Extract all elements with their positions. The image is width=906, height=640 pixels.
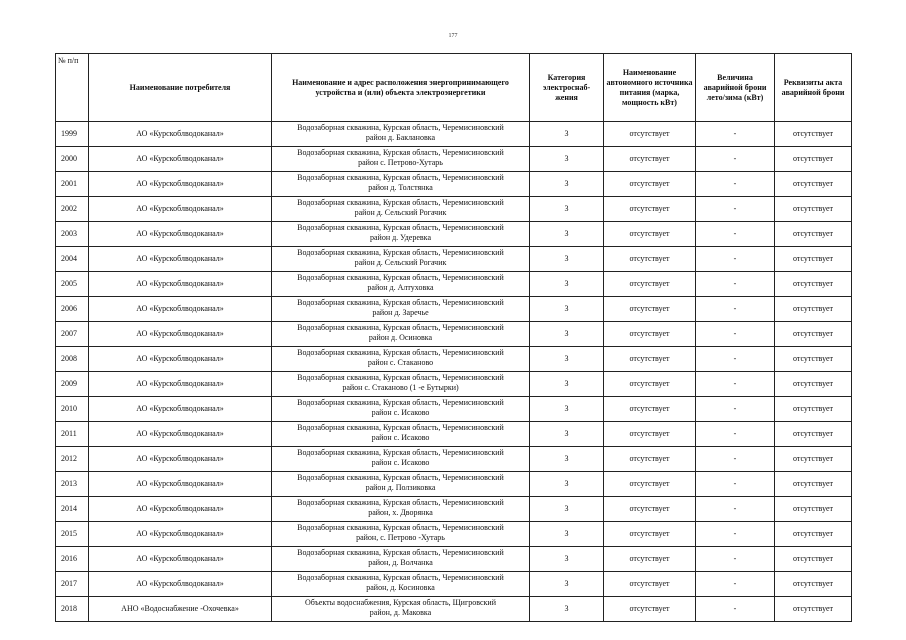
power-source-cell: отсутствует [604, 222, 696, 247]
address-cell [272, 272, 530, 297]
header-row [56, 54, 852, 122]
power-source-cell: отсутствует [604, 572, 696, 597]
address-line-2: район д. Толстянка [368, 182, 433, 192]
consumer-cell: АО «Курскоблводоканал» [89, 472, 272, 497]
registry-table [55, 53, 852, 622]
address-line-1: Водозаборная скважина, Курская область, Черемисиновский [297, 148, 504, 157]
category-cell: 3 [530, 122, 604, 147]
category-cell: 3 [530, 547, 604, 572]
power-source-cell: отсутствует [604, 522, 696, 547]
address-line-2: район с. Стаканово (1 -е Бутырки) [342, 382, 459, 392]
row-number: 2006 [56, 297, 89, 322]
consumer-cell: АО «Курскоблводоканал» [89, 172, 272, 197]
category-cell: 3 [530, 472, 604, 497]
power-source-cell: отсутствует [604, 122, 696, 147]
address-line-1: Водозаборная скважина, Курская область, Черемисиновский [297, 323, 504, 332]
category-cell: 3 [530, 172, 604, 197]
power-source-cell: отсутствует [604, 547, 696, 572]
row-number: 1999 [56, 122, 89, 147]
address-line-2: район д. Ползиковка [365, 482, 436, 492]
act-cell: отсутствует [775, 197, 852, 222]
address-line-1: Водозаборная скважина, Курская область, Черемисиновский [297, 223, 504, 232]
consumer-cell: АО «Курскоблводоканал» [89, 547, 272, 572]
category-cell: 3 [530, 347, 604, 372]
reserve-cell: - [696, 397, 775, 422]
category-cell: 3 [530, 597, 604, 622]
address-line-1: Водозаборная скважина, Курская область, Черемисиновский [297, 273, 504, 282]
address-line-1: Водозаборная скважина, Курская область, Черемисиновский [297, 548, 504, 557]
category-cell: 3 [530, 322, 604, 347]
address-line-2: район, с. Петрово -Хутарь [356, 532, 445, 542]
header-consumer: Наименование потребителя [89, 54, 272, 122]
address-line-1: Водозаборная скважина, Курская область, Черемисиновский [297, 398, 504, 407]
category-cell: 3 [530, 522, 604, 547]
address-cell [272, 472, 530, 497]
reserve-cell: - [696, 572, 775, 597]
address-cell [272, 122, 530, 147]
address-line-2: район, д. Косиновка [366, 582, 435, 592]
header-act: Реквизиты акта аварийной брони [775, 54, 852, 122]
power-source-cell: отсутствует [604, 597, 696, 622]
address-cell [272, 172, 530, 197]
category-cell: 3 [530, 447, 604, 472]
act-cell: отсутствует [775, 322, 852, 347]
table-row [56, 122, 852, 147]
act-cell: отсутствует [775, 347, 852, 372]
power-source-cell: отсутствует [604, 497, 696, 522]
address-line-1: Водозаборная скважина, Курская область, Черемисиновский [297, 348, 504, 357]
address-line-2: район д. Алтуховка [367, 282, 434, 292]
table-row [56, 222, 852, 247]
table-row [56, 247, 852, 272]
consumer-cell: АО «Курскоблводоканал» [89, 522, 272, 547]
reserve-cell: - [696, 472, 775, 497]
row-number: 2017 [56, 572, 89, 597]
address-line-2: район с. Стаканово [367, 357, 434, 367]
power-source-cell: отсутствует [604, 372, 696, 397]
address-line-1: Водозаборная скважина, Курская область, Черемисиновский [297, 423, 504, 432]
address-line-1: Водозаборная скважина, Курская область, Черемисиновский [297, 373, 504, 382]
table-row [56, 572, 852, 597]
row-number: 2003 [56, 222, 89, 247]
address-line-2: район с. Исаково [371, 457, 430, 467]
table-row [56, 372, 852, 397]
row-number: 2000 [56, 147, 89, 172]
consumer-cell: АО «Курскоблводоканал» [89, 422, 272, 447]
act-cell: отсутствует [775, 247, 852, 272]
category-cell: 3 [530, 397, 604, 422]
table-row [56, 147, 852, 172]
power-source-cell: отсутствует [604, 322, 696, 347]
category-cell: 3 [530, 222, 604, 247]
consumer-cell: АНО «Водоснабжение -Охочевка» [89, 597, 272, 622]
consumer-cell: АО «Курскоблводоканал» [89, 272, 272, 297]
address-cell [272, 372, 530, 397]
address-line-2: район, х. Дворянка [368, 507, 433, 517]
table-row [56, 547, 852, 572]
address-line-1: Объекты водоснабжения, Курская область, Щигровский [305, 598, 496, 607]
address-line-1: Водозаборная скважина, Курская область, Черемисиновский [297, 198, 504, 207]
act-cell: отсутствует [775, 372, 852, 397]
address-line-1: Водозаборная скважина, Курская область, Черемисиновский [297, 298, 504, 307]
category-cell: 3 [530, 372, 604, 397]
consumer-cell: АО «Курскоблводоканал» [89, 397, 272, 422]
consumer-cell: АО «Курскоблводоканал» [89, 497, 272, 522]
table-row [56, 172, 852, 197]
table-row [56, 297, 852, 322]
power-source-cell: отсутствует [604, 147, 696, 172]
reserve-cell: - [696, 597, 775, 622]
address-line-1: Водозаборная скважина, Курская область, Черемисиновский [297, 473, 504, 482]
address-cell [272, 397, 530, 422]
consumer-cell: АО «Курскоблводоканал» [89, 297, 272, 322]
header-address: Наименование и адрес расположения энергопринимающего устройства и (или) объекта электроэнергетики [272, 54, 530, 122]
consumer-cell: АО «Курскоблводоканал» [89, 572, 272, 597]
row-number: 2004 [56, 247, 89, 272]
consumer-cell: АО «Курскоблводоканал» [89, 447, 272, 472]
power-source-cell: отсутствует [604, 447, 696, 472]
reserve-cell: - [696, 447, 775, 472]
reserve-cell: - [696, 422, 775, 447]
act-cell: отсутствует [775, 297, 852, 322]
consumer-cell: АО «Курскоблводоканал» [89, 347, 272, 372]
act-cell: отсутствует [775, 472, 852, 497]
reserve-cell: - [696, 322, 775, 347]
consumer-cell: АО «Курскоблводоканал» [89, 122, 272, 147]
row-number: 2014 [56, 497, 89, 522]
table-row [56, 597, 852, 622]
power-source-cell: отсутствует [604, 397, 696, 422]
address-cell [272, 322, 530, 347]
address-cell [272, 547, 530, 572]
category-cell: 3 [530, 197, 604, 222]
row-number: 2011 [56, 422, 89, 447]
row-number: 2009 [56, 372, 89, 397]
consumer-cell: АО «Курскоблводоканал» [89, 197, 272, 222]
row-number: 2012 [56, 447, 89, 472]
table-row [56, 397, 852, 422]
header-category: Категория электроснаб-жения [530, 54, 604, 122]
consumer-cell: АО «Курскоблводоканал» [89, 222, 272, 247]
row-number: 2018 [56, 597, 89, 622]
category-cell: 3 [530, 147, 604, 172]
power-source-cell: отсутствует [604, 347, 696, 372]
power-source-cell: отсутствует [604, 172, 696, 197]
address-cell [272, 422, 530, 447]
row-number: 2013 [56, 472, 89, 497]
table-row [56, 197, 852, 222]
reserve-cell: - [696, 522, 775, 547]
address-line-2: район д. Осиновка [368, 332, 433, 342]
category-cell: 3 [530, 272, 604, 297]
reserve-cell: - [696, 122, 775, 147]
reserve-cell: - [696, 147, 775, 172]
header-num: № п/п [56, 54, 89, 122]
address-line-2: район д. Баклановка [365, 132, 436, 142]
category-cell: 3 [530, 572, 604, 597]
row-number: 2015 [56, 522, 89, 547]
act-cell: отсутствует [775, 272, 852, 297]
power-source-cell: отсутствует [604, 422, 696, 447]
power-source-cell: отсутствует [604, 197, 696, 222]
address-line-1: Водозаборная скважина, Курская область, Черемисиновский [297, 498, 504, 507]
address-cell [272, 222, 530, 247]
act-cell: отсутствует [775, 397, 852, 422]
header-source: Наименование автономного источника питания (марка, мощность кВт) [604, 54, 696, 122]
category-cell: 3 [530, 422, 604, 447]
power-source-cell: отсутствует [604, 272, 696, 297]
consumer-cell: АО «Курскоблводоканал» [89, 247, 272, 272]
address-line-2: район с. Исаково [371, 432, 430, 442]
table-row [56, 422, 852, 447]
reserve-cell: - [696, 372, 775, 397]
address-line-2: район с. Исаково [371, 407, 430, 417]
act-cell: отсутствует [775, 597, 852, 622]
address-line-1: Водозаборная скважина, Курская область, Черемисиновский [297, 523, 504, 532]
act-cell: отсутствует [775, 222, 852, 247]
category-cell: 3 [530, 497, 604, 522]
address-line-1: Водозаборная скважина, Курская область, Черемисиновский [297, 448, 504, 457]
address-cell [272, 297, 530, 322]
reserve-cell: - [696, 497, 775, 522]
act-cell: отсутствует [775, 547, 852, 572]
address-cell [272, 347, 530, 372]
reserve-cell: - [696, 347, 775, 372]
address-cell [272, 197, 530, 222]
address-line-2: район д. Сельский Рогачик [354, 207, 447, 217]
consumer-cell: АО «Курскоблводоканал» [89, 147, 272, 172]
address-line-2: район д. Заречье [372, 307, 429, 317]
row-number: 2002 [56, 197, 89, 222]
consumer-cell: АО «Курскоблводоканал» [89, 372, 272, 397]
consumer-cell: АО «Курскоблводоканал» [89, 322, 272, 347]
reserve-cell: - [696, 222, 775, 247]
reserve-cell: - [696, 297, 775, 322]
row-number: 2001 [56, 172, 89, 197]
address-line-2: район, д. Маковка [369, 607, 432, 617]
address-line-2: район д. Удеревка [370, 232, 431, 242]
address-line-1: Водозаборная скважина, Курская область, Черемисиновский [297, 573, 504, 582]
address-line-1: Водозаборная скважина, Курская область, Черемисиновский [297, 123, 504, 132]
table-row [56, 497, 852, 522]
address-line-2: район, д. Волчанка [368, 557, 433, 567]
reserve-cell: - [696, 272, 775, 297]
address-cell [272, 247, 530, 272]
address-cell [272, 497, 530, 522]
reserve-cell: - [696, 547, 775, 572]
reserve-cell: - [696, 247, 775, 272]
row-number: 2010 [56, 397, 89, 422]
act-cell: отсутствует [775, 522, 852, 547]
act-cell: отсутствует [775, 147, 852, 172]
act-cell: отсутствует [775, 422, 852, 447]
act-cell: отсутствует [775, 122, 852, 147]
power-source-cell: отсутствует [604, 472, 696, 497]
page-number: 177 [448, 33, 458, 39]
address-cell [272, 597, 530, 622]
row-number: 2008 [56, 347, 89, 372]
address-line-1: Водозаборная скважина, Курская область, Черемисиновский [297, 173, 504, 182]
act-cell: отсутствует [775, 447, 852, 472]
category-cell: 3 [530, 247, 604, 272]
address-cell [272, 572, 530, 597]
row-number: 2005 [56, 272, 89, 297]
row-number: 2007 [56, 322, 89, 347]
reserve-cell: - [696, 197, 775, 222]
table-row [56, 472, 852, 497]
header-reserve: Величина аварийной брони лето/зима (кВт) [696, 54, 775, 122]
address-cell [272, 447, 530, 472]
category-cell: 3 [530, 297, 604, 322]
row-number: 2016 [56, 547, 89, 572]
table-row [56, 447, 852, 472]
table-row [56, 272, 852, 297]
act-cell: отсутствует [775, 572, 852, 597]
address-cell [272, 522, 530, 547]
table-row [56, 347, 852, 372]
address-line-1: Водозаборная скважина, Курская область, Черемисиновский [297, 248, 504, 257]
reserve-cell: - [696, 172, 775, 197]
table-row [56, 522, 852, 547]
act-cell: отсутствует [775, 497, 852, 522]
power-source-cell: отсутствует [604, 247, 696, 272]
address-cell [272, 147, 530, 172]
table-row [56, 322, 852, 347]
power-source-cell: отсутствует [604, 297, 696, 322]
act-cell: отсутствует [775, 172, 852, 197]
address-line-2: район д. Сельский Рогачик [354, 257, 447, 267]
address-line-2: район с. Петрово-Хутарь [358, 157, 443, 167]
